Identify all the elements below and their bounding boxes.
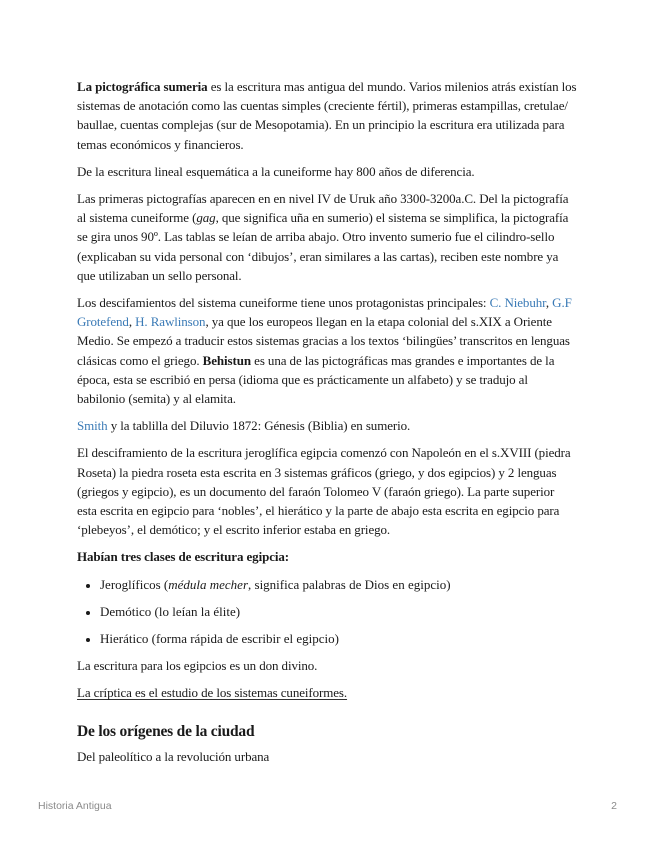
list-item: • Demótico (lo leían la élite) bbox=[100, 602, 577, 621]
link-rawlinson[interactable]: H. Rawlinson bbox=[135, 314, 206, 330]
link-smith[interactable]: Smith bbox=[77, 418, 108, 434]
paragraph-text: Las primeras pictografías aparecen en en nivel IV de Uruk año 3300-3200a.C. Del la pictografía al sistema cuneiforme ( bbox=[77, 191, 569, 226]
link-niebuhr[interactable]: C. Niebuhr bbox=[489, 295, 546, 311]
paragraph-don-divino: La escritura para los egipcios es un don divino. bbox=[77, 658, 318, 674]
list-item bbox=[100, 575, 577, 594]
paragraph-text: , ya que los europeos llegan en la etapa colonial del s.XIX a Oriente Medio. Se empezó a traducir estos sistemas gracias a los textos ‘bilingües’ transcritos en lenguas clásicas como el griego. bbox=[77, 314, 570, 368]
paragraph-jeroglifica: El desciframiento de la escritura jeroglífica egipcia comenzó con Napoleón en el s.XVIII (piedra Roseta) la piedra roseta esta escrita en 3 sistemas gráficos (griego, y dos egipcios) y 2 lenguas (griegos y egipcio), es un documento del faraón Tolomeo V (faraón griego). La parte superior esta escrita en egipcio para ‘nobles’, el hierático y la parte de abajo esta escrita en egipcio para ‘plebeyos’, el demótico; y el escrito inferior estaba en griego. bbox=[77, 445, 571, 538]
document-body bbox=[77, 77, 577, 774]
italic-term: médula mecher bbox=[168, 576, 249, 592]
paragraph-text: es la escritura mas antigua del mundo. Varios milenios atrás existían los sistemas de anotación como las cuentas simples (creciente fértil), primeras estampillas, cretulae/ baullae, cuentas complejas (sur de Mesopotamia). En un principio la escritura era utilizada para temas económicos y financieros. bbox=[77, 79, 577, 152]
paragraph-desciframientos bbox=[77, 293, 577, 408]
section-heading: De los orígenes de la ciudad bbox=[77, 722, 255, 740]
paragraph-pictografica-sumeria bbox=[77, 77, 577, 154]
paragraph-lineal-cuneiforme: De la escritura lineal esquemática a la cuneiforme hay 800 años de diferencia. bbox=[77, 163, 475, 179]
bold-term: La pictográfica sumeria bbox=[77, 79, 208, 94]
paragraph-clases-heading bbox=[77, 547, 577, 566]
paragraph-primeras-pictografias bbox=[77, 189, 577, 285]
paragraph-smith bbox=[77, 416, 577, 435]
separator: , bbox=[545, 295, 553, 311]
page-number: 2 bbox=[611, 800, 617, 812]
bold-term: Behistun bbox=[202, 352, 251, 368]
footer-title: Historia Antigua bbox=[38, 800, 112, 812]
paragraph-text: y la tablilla del Diluvio 1872: Génesis (Biblia) en sumerio. bbox=[107, 418, 411, 434]
section-subtitle: Del paleolítico a la revolución urbana bbox=[77, 748, 270, 764]
underlined-text: La críptica es el estudio de los sistemas cuneiformes. bbox=[77, 685, 348, 701]
paragraph-text: , que significa uña en sumerio) el sistema se simplifica, la pictografía se gira unos 90º. Las tablas se leían de arriba abajo. Otro invento sumerio fue el cilindro-sello (explicaban su vida personal con ‘dibujos’, eran similares a las cartas), reciben este nombre ya que utilizaban un sello personal. bbox=[77, 210, 569, 283]
list-item-text: Jeroglíficos ( bbox=[100, 576, 169, 592]
bullet-list bbox=[77, 575, 577, 649]
list-item: • Hierático (forma rápida de escribir el egipcio) bbox=[100, 629, 577, 648]
italic-term: gag bbox=[196, 210, 216, 226]
paragraph-criptica bbox=[77, 683, 577, 702]
bold-term: Habían tres clases de escritura egipcia: bbox=[77, 549, 290, 565]
list-item-text: , significa palabras de Dios en egipcio) bbox=[248, 576, 451, 592]
paragraph-text: es una de las pictográficas mas grandes e importantes de la época, esta se escribió en persa (idioma que es prácticamente un alfabeto) y se tradujo al babilonio (semita) y al elamita. bbox=[77, 352, 555, 407]
paragraph-text: Los descifamientos del sistema cuneiforme tiene unos protagonistas principales: bbox=[77, 295, 490, 311]
separator: , bbox=[128, 314, 136, 330]
link-grotefend[interactable]: G.F Grotefend bbox=[77, 295, 572, 330]
